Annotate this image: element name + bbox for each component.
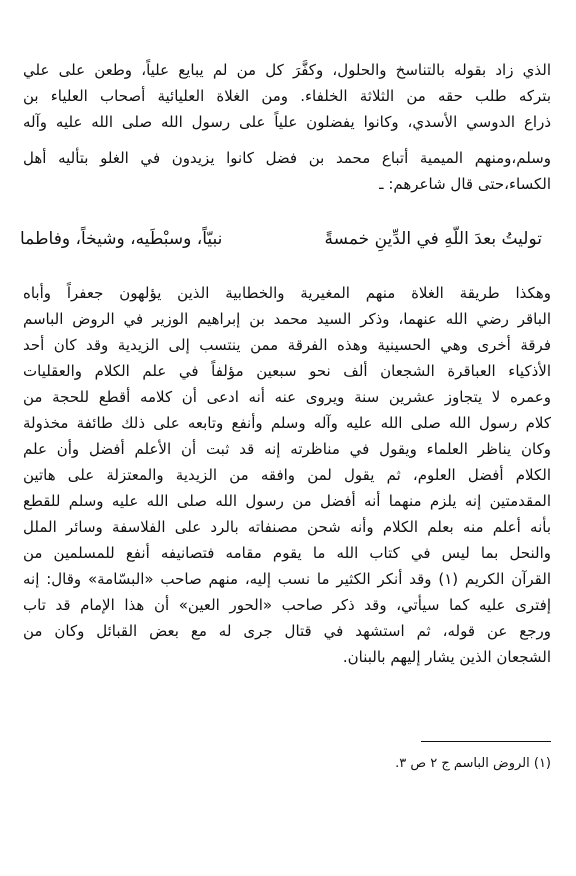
- verse-first-hemistich: توليتُ بعدَ اللّهِ في الدِّينِ خمسةً: [324, 229, 542, 249]
- footnote-separator: [421, 741, 551, 742]
- text-line: الأذكياء العباقرة الشجعان ألف نحو سبعين مؤلفاً في علم الكلام والعقليات: [23, 362, 551, 380]
- text-line: فرقة أخرى وهي الحسينية وهذه الفرقة ممن ينتسب إلى الزيدية وقد كان أحد: [23, 336, 551, 354]
- text-line: والنحل بما ليس في كتاب الله ما يقوم مقامه فتصانيفه أنفع للمسلمين من: [23, 544, 551, 562]
- text-line: وهكذا طريقة الغلاة منهم المغيرية والخطابية الذين يؤلهون جعفراً وأباه: [23, 284, 551, 302]
- text-line: القرآن الكريم (١) وقد أنكر الكثير ما نسب إليه، منهم صاحب «البسّامة» وقال: إنه: [23, 570, 551, 588]
- text-line: المقدمتين إنه يلزم منهما أنه أفضل من رسول الله صلى الله عليه وسلم للقطع: [23, 492, 551, 510]
- text-line: إفترى عليه كما سيأتي، وقد ذكر صاحب «الحور العين» أن هذا الإمام قد تاب: [23, 596, 551, 614]
- footnote: (١) الروض الباسم ج ٢ ص ٣.: [395, 756, 551, 771]
- text-line: وسلم،ومنهم الميمية أتباع محمد بن فضل كانوا يزيدون في الغلو بتأليه أهل: [23, 149, 551, 167]
- text-line: بتركه طلب حقه من الثلاثة الخلفاء. ومن الغلاة العليائية أصحاب العلياء بن: [23, 87, 551, 105]
- text-line: وكان يناظر العلماء ويقول في مناظرته إنه قد ثبت أن الأعلم أفضل وأن علم: [23, 440, 551, 458]
- text-line: ورجع عن قوله، ثم استشهد في قتال جرى له مع بعض القبائل وكان من: [23, 622, 551, 640]
- text-line: الكساء،حتى قال شاعرهم: ـ: [379, 175, 551, 193]
- text-line: كلام رسول الله صلى الله عليه وآله وسلم وأنفع وتابعه على ذلك طائفة مخذولة: [23, 414, 551, 432]
- text-line: وعمره لا يتجاوز عشرين سنة ويروى عنه أنه ادعى أن كلامه أقطع للحجة من: [23, 388, 551, 406]
- verse-second-hemistich: نبيّاً، وسبْطَيه، وشيخاً، وفاطما: [20, 229, 223, 249]
- text-line: ذراع الدوسي الأسدي، وكانوا يفضلون علياً على رسول الله صلى الله عليه وآله: [23, 113, 551, 131]
- text-line: الشجعان الذين يشار إليهم بالبنان.: [342, 648, 551, 666]
- text-line: الذي زاد بقوله بالتناسخ والحلول، وكفَّرَ كل من لم يبايع علياً، وطعن على علي: [23, 61, 551, 79]
- text-line: الباقر رضي الله عنهما، وذكر السيد محمد بن إبراهيم الوزير في الروض الباسم: [23, 310, 551, 328]
- text-line: بأنه أعلم منه بعلم الكلام وأنه شحن مصنفاته بالرد على الفلاسفة وسائر الملل: [23, 518, 551, 536]
- text-line: الكلام أفضل العلوم، ثم يقول لمن وافقه من الزيدية والمعتزلة على هاتين: [23, 466, 551, 484]
